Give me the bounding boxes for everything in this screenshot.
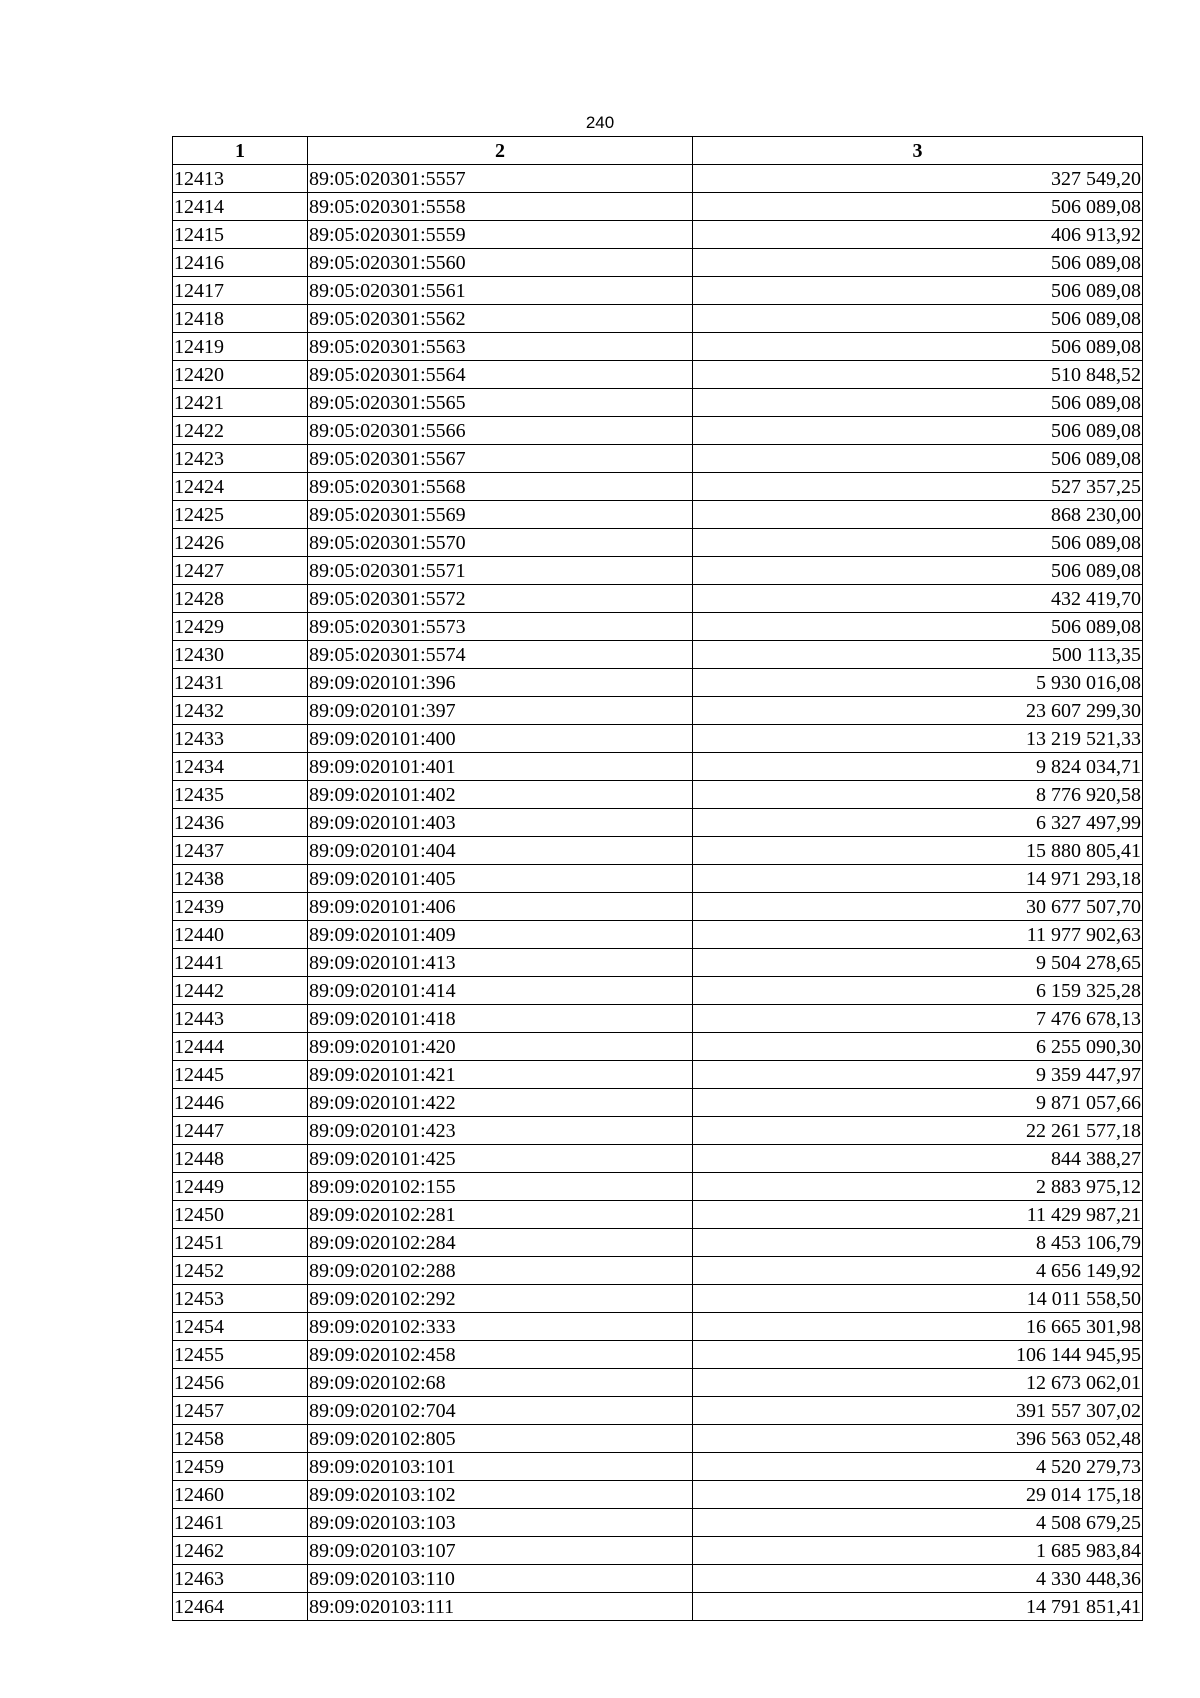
cadastral-number-cell: 89:09:020102:704 <box>308 1397 693 1425</box>
column-header-cadastral-value: 3 <box>693 137 1143 165</box>
cadastral-number-cell: 89:05:020301:5565 <box>308 389 693 417</box>
table-row <box>173 1537 1143 1565</box>
cadastral-value-cell: 506 089,08 <box>693 557 1143 585</box>
cadastral-number-cell: 89:05:020301:5571 <box>308 557 693 585</box>
row-number-cell: 12443 <box>173 1005 308 1033</box>
cadastral-number-cell: 89:09:020101:421 <box>308 1061 693 1089</box>
row-number-cell: 12464 <box>173 1593 308 1621</box>
cadastral-value-cell: 5 930 016,08 <box>693 669 1143 697</box>
cadastral-value-cell: 506 089,08 <box>693 193 1143 221</box>
cadastral-number-cell: 89:05:020301:5562 <box>308 305 693 333</box>
table-row <box>173 949 1143 977</box>
table-row <box>173 249 1143 277</box>
cadastral-value-cell: 2 883 975,12 <box>693 1173 1143 1201</box>
row-number-cell: 12462 <box>173 1537 308 1565</box>
row-number-cell: 12415 <box>173 221 308 249</box>
table-row <box>173 1229 1143 1257</box>
table-row <box>173 417 1143 445</box>
row-number-cell: 12437 <box>173 837 308 865</box>
cadastral-number-cell: 89:09:020102:458 <box>308 1341 693 1369</box>
table-row <box>173 809 1143 837</box>
table-row <box>173 473 1143 501</box>
row-number-cell: 12457 <box>173 1397 308 1425</box>
table-row <box>173 1369 1143 1397</box>
cadastral-value-cell: 9 824 034,71 <box>693 753 1143 781</box>
table-row <box>173 1005 1143 1033</box>
cadastral-value-cell: 500 113,35 <box>693 641 1143 669</box>
cadastral-number-cell: 89:09:020102:284 <box>308 1229 693 1257</box>
cadastral-number-cell: 89:05:020301:5567 <box>308 445 693 473</box>
table-row <box>173 781 1143 809</box>
table-row <box>173 1173 1143 1201</box>
cadastral-value-cell: 868 230,00 <box>693 501 1143 529</box>
cadastral-number-cell: 89:05:020301:5573 <box>308 613 693 641</box>
cadastral-number-cell: 89:09:020101:418 <box>308 1005 693 1033</box>
cadastral-value-cell: 22 261 577,18 <box>693 1117 1143 1145</box>
cadastral-value-cell: 9 871 057,66 <box>693 1089 1143 1117</box>
table-row <box>173 165 1143 193</box>
cadastral-number-cell: 89:09:020101:402 <box>308 781 693 809</box>
table-row <box>173 1453 1143 1481</box>
row-number-cell: 12428 <box>173 585 308 613</box>
table-row <box>173 389 1143 417</box>
cadastral-number-cell: 89:09:020101:405 <box>308 865 693 893</box>
cadastral-value-cell: 8 776 920,58 <box>693 781 1143 809</box>
row-number-cell: 12439 <box>173 893 308 921</box>
row-number-cell: 12460 <box>173 1481 308 1509</box>
row-number-cell: 12454 <box>173 1313 308 1341</box>
row-number-cell: 12455 <box>173 1341 308 1369</box>
table-header-row <box>173 137 1143 165</box>
cadastral-value-cell: 4 520 279,73 <box>693 1453 1143 1481</box>
table-row <box>173 1565 1143 1593</box>
table-row <box>173 1033 1143 1061</box>
table-row <box>173 725 1143 753</box>
cadastral-value-cell: 8 453 106,79 <box>693 1229 1143 1257</box>
cadastral-value-cell: 14 971 293,18 <box>693 865 1143 893</box>
row-number-cell: 12452 <box>173 1257 308 1285</box>
cadastral-number-cell: 89:09:020102:805 <box>308 1425 693 1453</box>
cadastral-number-cell: 89:09:020101:425 <box>308 1145 693 1173</box>
row-number-cell: 12459 <box>173 1453 308 1481</box>
table-body <box>173 165 1143 1621</box>
cadastral-number-cell: 89:05:020301:5559 <box>308 221 693 249</box>
cadastral-number-cell: 89:05:020301:5574 <box>308 641 693 669</box>
cadastral-value-cell: 432 419,70 <box>693 585 1143 613</box>
table-row <box>173 557 1143 585</box>
table-row <box>173 1509 1143 1537</box>
table-row <box>173 305 1143 333</box>
table-row <box>173 445 1143 473</box>
cadastral-value-cell: 510 848,52 <box>693 361 1143 389</box>
cadastral-value-cell: 391 557 307,02 <box>693 1397 1143 1425</box>
cadastral-number-cell: 89:09:020102:292 <box>308 1285 693 1313</box>
table-row <box>173 1313 1143 1341</box>
cadastral-number-cell: 89:09:020102:288 <box>308 1257 693 1285</box>
row-number-cell: 12440 <box>173 921 308 949</box>
table-row <box>173 1593 1143 1621</box>
cadastral-number-cell: 89:05:020301:5561 <box>308 277 693 305</box>
row-number-cell: 12463 <box>173 1565 308 1593</box>
row-number-cell: 12416 <box>173 249 308 277</box>
cadastral-number-cell: 89:05:020301:5560 <box>308 249 693 277</box>
row-number-cell: 12432 <box>173 697 308 725</box>
cadastral-value-cell: 14 011 558,50 <box>693 1285 1143 1313</box>
row-number-cell: 12434 <box>173 753 308 781</box>
cadastral-value-cell: 106 144 945,95 <box>693 1341 1143 1369</box>
table-row <box>173 1481 1143 1509</box>
row-number-cell: 12447 <box>173 1117 308 1145</box>
cadastral-number-cell: 89:09:020101:404 <box>308 837 693 865</box>
table-row <box>173 1061 1143 1089</box>
table-row <box>173 753 1143 781</box>
cadastral-value-cell: 14 791 851,41 <box>693 1593 1143 1621</box>
cadastral-value-cell: 9 504 278,65 <box>693 949 1143 977</box>
table-row <box>173 697 1143 725</box>
row-number-cell: 12421 <box>173 389 308 417</box>
table-row <box>173 669 1143 697</box>
cadastral-value-cell: 6 159 325,28 <box>693 977 1143 1005</box>
cadastral-value-cell: 506 089,08 <box>693 417 1143 445</box>
cadastral-value-cell: 4 656 149,92 <box>693 1257 1143 1285</box>
table-row <box>173 333 1143 361</box>
table-row <box>173 921 1143 949</box>
cadastral-number-cell: 89:09:020103:107 <box>308 1537 693 1565</box>
cadastral-value-cell: 16 665 301,98 <box>693 1313 1143 1341</box>
cadastral-number-cell: 89:05:020301:5566 <box>308 417 693 445</box>
row-number-cell: 12433 <box>173 725 308 753</box>
cadastral-value-cell: 527 357,25 <box>693 473 1143 501</box>
cadastral-number-cell: 89:05:020301:5557 <box>308 165 693 193</box>
table-row <box>173 1117 1143 1145</box>
table-row <box>173 613 1143 641</box>
row-number-cell: 12424 <box>173 473 308 501</box>
row-number-cell: 12422 <box>173 417 308 445</box>
cadastral-value-cell: 13 219 521,33 <box>693 725 1143 753</box>
row-number-cell: 12461 <box>173 1509 308 1537</box>
row-number-cell: 12441 <box>173 949 308 977</box>
cadastral-number-cell: 89:09:020101:409 <box>308 921 693 949</box>
row-number-cell: 12413 <box>173 165 308 193</box>
cadastral-value-cell: 9 359 447,97 <box>693 1061 1143 1089</box>
cadastral-number-cell: 89:09:020101:422 <box>308 1089 693 1117</box>
cadastral-value-cell: 6 327 497,99 <box>693 809 1143 837</box>
cadastral-value-cell: 30 677 507,70 <box>693 893 1143 921</box>
cadastral-number-cell: 89:09:020103:102 <box>308 1481 693 1509</box>
cadastral-number-cell: 89:05:020301:5568 <box>308 473 693 501</box>
cadastral-number-cell: 89:09:020103:111 <box>308 1593 693 1621</box>
row-number-cell: 12445 <box>173 1061 308 1089</box>
table-row <box>173 1089 1143 1117</box>
row-number-cell: 12414 <box>173 193 308 221</box>
cadastral-number-cell: 89:09:020101:414 <box>308 977 693 1005</box>
table-row <box>173 193 1143 221</box>
table-row <box>173 529 1143 557</box>
row-number-cell: 12427 <box>173 557 308 585</box>
row-number-cell: 12448 <box>173 1145 308 1173</box>
cadastral-number-cell: 89:09:020103:101 <box>308 1453 693 1481</box>
row-number-cell: 12453 <box>173 1285 308 1313</box>
row-number-cell: 12446 <box>173 1089 308 1117</box>
cadastral-value-cell: 396 563 052,48 <box>693 1425 1143 1453</box>
cadastral-number-cell: 89:09:020102:333 <box>308 1313 693 1341</box>
cadastral-number-cell: 89:05:020301:5570 <box>308 529 693 557</box>
cadastral-number-cell: 89:05:020301:5558 <box>308 193 693 221</box>
table-row <box>173 361 1143 389</box>
row-number-cell: 12438 <box>173 865 308 893</box>
row-number-cell: 12418 <box>173 305 308 333</box>
row-number-cell: 12420 <box>173 361 308 389</box>
cadastral-number-cell: 89:05:020301:5572 <box>308 585 693 613</box>
cadastral-value-cell: 7 476 678,13 <box>693 1005 1143 1033</box>
row-number-cell: 12426 <box>173 529 308 557</box>
cadastral-number-cell: 89:09:020101:406 <box>308 893 693 921</box>
table-row <box>173 837 1143 865</box>
cadastral-number-cell: 89:09:020102:281 <box>308 1201 693 1229</box>
column-header-number: 1 <box>173 137 308 165</box>
page-number: 240 <box>585 113 615 132</box>
table-row <box>173 1397 1143 1425</box>
cadastral-value-cell: 506 089,08 <box>693 529 1143 557</box>
table-row <box>173 221 1143 249</box>
table-row <box>173 1145 1143 1173</box>
cadastral-value-cell: 29 014 175,18 <box>693 1481 1143 1509</box>
cadastral-number-cell: 89:09:020101:413 <box>308 949 693 977</box>
cadastral-value-cell: 15 880 805,41 <box>693 837 1143 865</box>
cadastral-value-cell: 327 549,20 <box>693 165 1143 193</box>
table-row <box>173 893 1143 921</box>
cadastral-number-cell: 89:09:020103:110 <box>308 1565 693 1593</box>
table-row <box>173 641 1143 669</box>
cadastral-value-table <box>172 136 1143 1621</box>
cadastral-value-cell: 11 429 987,21 <box>693 1201 1143 1229</box>
row-number-cell: 12444 <box>173 1033 308 1061</box>
cadastral-value-cell: 506 089,08 <box>693 277 1143 305</box>
cadastral-value-cell: 506 089,08 <box>693 305 1143 333</box>
row-number-cell: 12425 <box>173 501 308 529</box>
row-number-cell: 12429 <box>173 613 308 641</box>
cadastral-value-cell: 1 685 983,84 <box>693 1537 1143 1565</box>
table-row <box>173 1425 1143 1453</box>
cadastral-number-cell: 89:05:020301:5569 <box>308 501 693 529</box>
cadastral-value-cell: 6 255 090,30 <box>693 1033 1143 1061</box>
cadastral-value-cell: 506 089,08 <box>693 333 1143 361</box>
table-row <box>173 865 1143 893</box>
cadastral-number-cell: 89:09:020102:155 <box>308 1173 693 1201</box>
row-number-cell: 12450 <box>173 1201 308 1229</box>
cadastral-number-cell: 89:09:020103:103 <box>308 1509 693 1537</box>
cadastral-value-cell: 23 607 299,30 <box>693 697 1143 725</box>
cadastral-value-cell: 506 089,08 <box>693 445 1143 473</box>
row-number-cell: 12435 <box>173 781 308 809</box>
row-number-cell: 12430 <box>173 641 308 669</box>
cadastral-number-cell: 89:09:020101:397 <box>308 697 693 725</box>
cadastral-number-cell: 89:09:020101:400 <box>308 725 693 753</box>
table-row <box>173 1341 1143 1369</box>
table-row <box>173 501 1143 529</box>
cadastral-number-cell: 89:09:020101:396 <box>308 669 693 697</box>
cadastral-number-cell: 89:09:020102:68 <box>308 1369 693 1397</box>
cadastral-value-cell: 844 388,27 <box>693 1145 1143 1173</box>
cadastral-number-cell: 89:09:020101:401 <box>308 753 693 781</box>
cadastral-number-cell: 89:05:020301:5563 <box>308 333 693 361</box>
table-row <box>173 1257 1143 1285</box>
table-row <box>173 585 1143 613</box>
cadastral-value-cell: 4 330 448,36 <box>693 1565 1143 1593</box>
row-number-cell: 12442 <box>173 977 308 1005</box>
cadastral-number-cell: 89:09:020101:403 <box>308 809 693 837</box>
row-number-cell: 12417 <box>173 277 308 305</box>
row-number-cell: 12451 <box>173 1229 308 1257</box>
row-number-cell: 12458 <box>173 1425 308 1453</box>
cadastral-value-cell: 4 508 679,25 <box>693 1509 1143 1537</box>
column-header-cadastral-number: 2 <box>308 137 693 165</box>
row-number-cell: 12456 <box>173 1369 308 1397</box>
row-number-cell: 12436 <box>173 809 308 837</box>
row-number-cell: 12419 <box>173 333 308 361</box>
cadastral-value-cell: 12 673 062,01 <box>693 1369 1143 1397</box>
cadastral-number-cell: 89:05:020301:5564 <box>308 361 693 389</box>
cadastral-value-cell: 11 977 902,63 <box>693 921 1143 949</box>
row-number-cell: 12449 <box>173 1173 308 1201</box>
table-row <box>173 277 1143 305</box>
cadastral-value-cell: 406 913,92 <box>693 221 1143 249</box>
cadastral-value-cell: 506 089,08 <box>693 613 1143 641</box>
table-row <box>173 1285 1143 1313</box>
cadastral-number-cell: 89:09:020101:423 <box>308 1117 693 1145</box>
row-number-cell: 12423 <box>173 445 308 473</box>
row-number-cell: 12431 <box>173 669 308 697</box>
table-row <box>173 977 1143 1005</box>
table-row <box>173 1201 1143 1229</box>
cadastral-number-cell: 89:09:020101:420 <box>308 1033 693 1061</box>
cadastral-value-cell: 506 089,08 <box>693 249 1143 277</box>
cadastral-value-cell: 506 089,08 <box>693 389 1143 417</box>
